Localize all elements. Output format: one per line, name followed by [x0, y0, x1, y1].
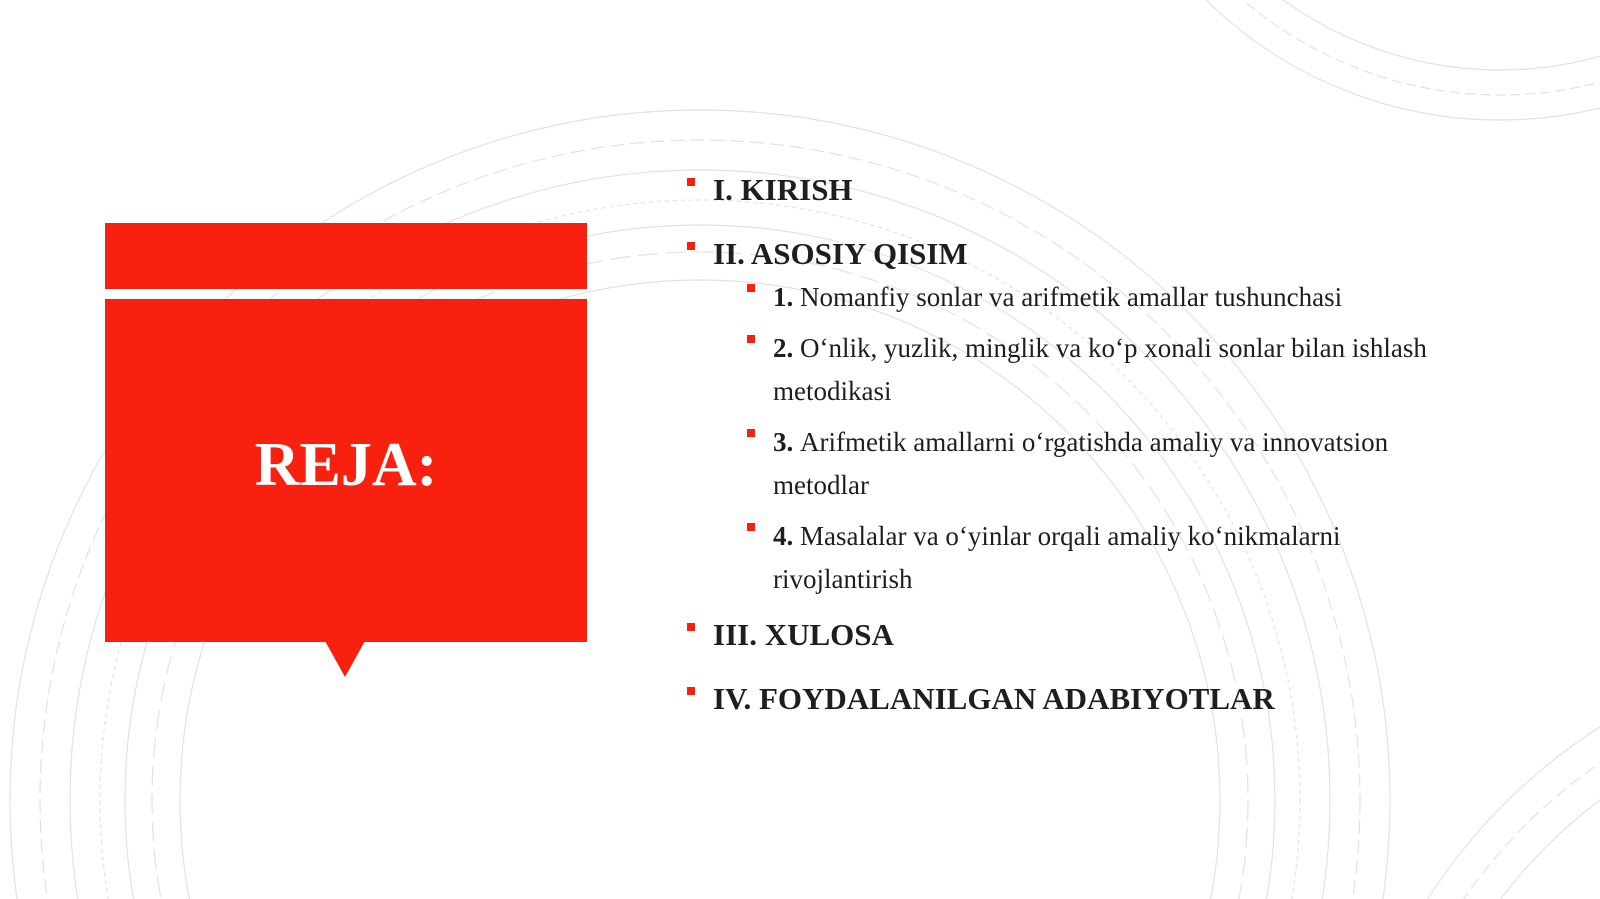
subitem-number: 1.: [773, 282, 800, 312]
subitem-number: 2.: [773, 333, 800, 363]
subitem-text: Nomanfiy sonlar va arifmetik amallar tushunchasi: [800, 282, 1343, 312]
square-bullet-icon: [687, 623, 695, 631]
square-bullet-icon: [747, 335, 755, 343]
outline-subitem-4: [685, 515, 1485, 601]
subitem-number: 3.: [773, 427, 800, 457]
title-callout-box: [105, 299, 587, 642]
section-label: IV. FOYDALANILGAN ADABIYOTLAR: [713, 681, 1275, 716]
slide-title: REJA:: [254, 431, 438, 499]
square-bullet-icon: [687, 178, 695, 186]
subitem-text: O‘nlik, yuzlik, minglik va ko‘p xonali sonlar bilan ishlash metodikasi: [773, 333, 1427, 406]
subitem-number: 4.: [773, 521, 800, 551]
outline-subitem-3: [685, 421, 1485, 507]
square-bullet-icon: [687, 242, 695, 250]
square-bullet-icon: [747, 284, 755, 292]
subitem-text: Masalalar va o‘yinlar orqali amaliy ko‘nikmalarni rivojlantirish: [773, 521, 1341, 594]
square-bullet-icon: [747, 523, 755, 531]
square-bullet-icon: [687, 687, 695, 695]
outline-list: [685, 170, 1485, 743]
title-header-bar: [105, 223, 587, 289]
outline-section-4: [685, 679, 1485, 719]
section-label: I. KIRISH: [713, 172, 853, 207]
outline-section-1: [685, 170, 1485, 210]
outline-subitem-2: [685, 327, 1485, 413]
callout-pointer: [325, 641, 365, 677]
outline-section-3: [685, 615, 1485, 655]
subsection-list: [685, 276, 1485, 601]
outline-subitem-1: [685, 276, 1485, 319]
square-bullet-icon: [747, 429, 755, 437]
section-label: III. XULOSA: [713, 617, 894, 652]
outline-section-2: [685, 234, 1485, 274]
subitem-text: Arifmetik amallarni o‘rgatishda amaliy va innovatsion metodlar: [773, 427, 1389, 500]
section-label: II. ASOSIY QISIM: [713, 236, 968, 271]
